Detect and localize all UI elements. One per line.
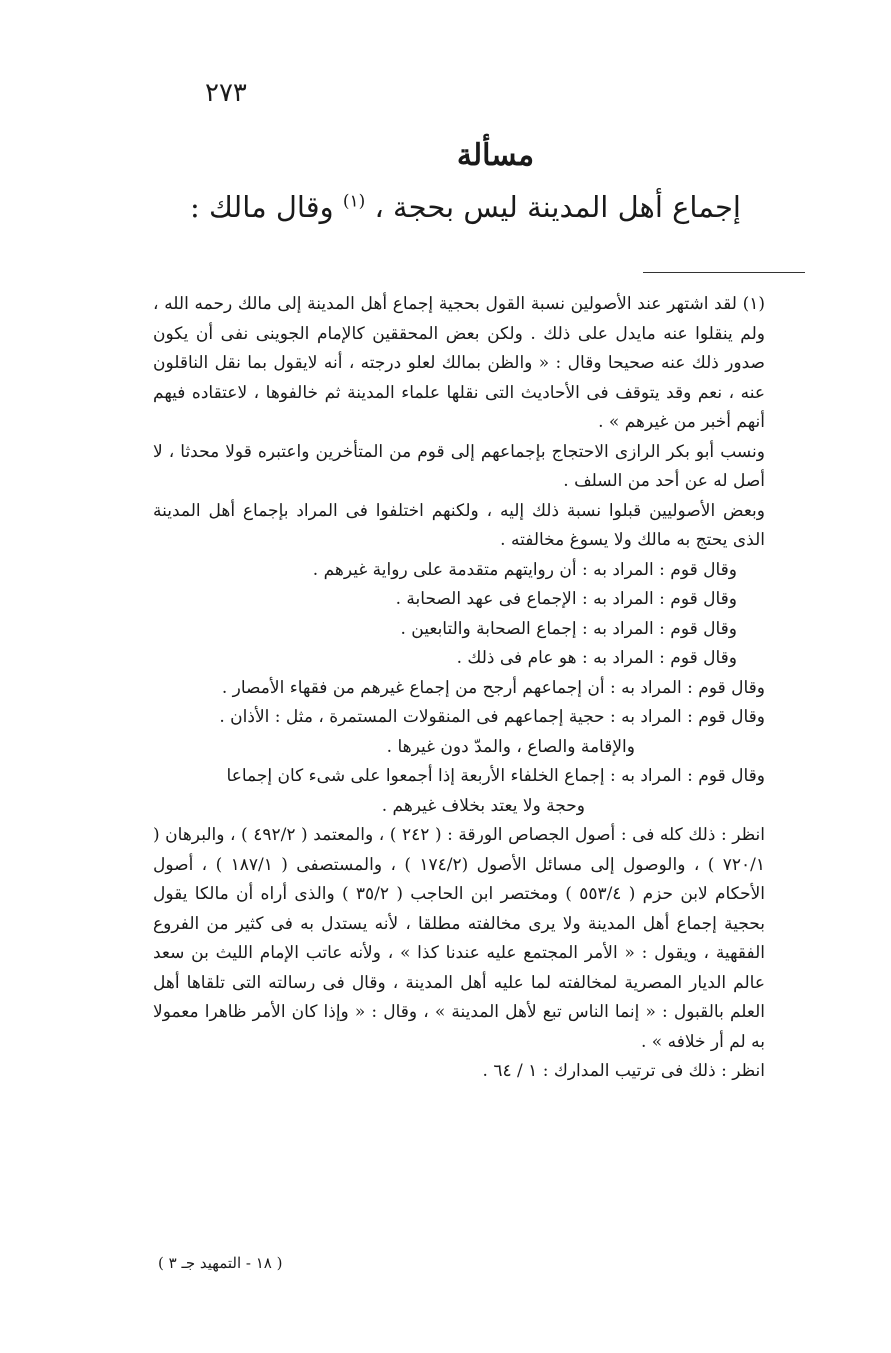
issue-heading — [141, 190, 741, 224]
footnote-paragraph: وبعض الأصوليين قبلوا نسبة ذلك إليه ، ولكنهم اختلفوا فى المراد بإجماع أهل المدينة الذى يحتج به مالك ولا يسوغ مخالفته . — [153, 500, 765, 550]
opinion-line-continued: وحجة ولا يعتد بخلاف غيرهم . — [381, 795, 585, 816]
page-title: مسألة — [456, 138, 535, 173]
footnote-separator — [643, 272, 805, 273]
references-last-line: انظر : ذلك فى ترتيب المدارك : ١ / ٦٤ . — [482, 1061, 765, 1081]
opinion-line: وقال قوم : المراد به : الإجماع فى عهد الصحابة . — [395, 589, 737, 609]
opinion-line: وقال قوم : المراد به : هو عام فى ذلك . — [456, 648, 737, 668]
issue-heading-text: إجماع أهل المدينة ليس بحجة ، — [365, 190, 741, 224]
page-footer: ( ١٨ - التمهيد جـ ٣ ) — [158, 1254, 283, 1272]
opinion-line-continued: والإقامة والصاع ، والمدّ دون غيرها . — [386, 736, 635, 757]
footnote-paragraph: (١) لقد اشتهر عند الأصولين نسبة القول بحجية إجماع أهل المدينة إلى مالك رحمه الله ، ولم ينقلوا عنه مايدل على ذلك . ولكن بعض المحققين كالإمام الجوينى نفى أن يكون صدور ذلك عنه صحيحا وقال : « والظن بمالك لعلو درجته ، أنه لايقول بما نقل الناقلون عنه ، نعم وقد يتوقف فى الأحاديث التى نقلها علماء المدينة ثم خالفوها ، لاعتقاده فيهم أنهم أخبر من غيرهم » . — [153, 294, 765, 432]
opinion-line: وقال قوم : المراد به : أن إجماعهم أرجح من إجماع غيرهم من فقهاء الأمصار . — [221, 677, 765, 698]
references-paragraph: انظر : ذلك كله فى : أصول الجصاص الورقة : ( ٢٤٢ ) ، والمعتمد ( ٤٩٢/٢ ) ، والبرهان ( ٧٢٠/١ ) ، والوصول إلى مسائل الأصول (١٧٤/٢ ) ، والمستصفى ( ١٨٧/١ ) ، أصول الأحكام لابن حزم ( ٥٥٣/٤ ) ومختصر ابن الحاجب ( ٣٥/٢ ) والذى أراه أن مالكا يقول بحجية إجماع أهل المدينة ولا يرى مخالفته مطلقا ، لأنه يستدل به فى كثير من الفروع الفقهية ، ويقول : « الأمر المجتمع عليه عندنا كذا » ، ولأنه عاتب الإمام الليث بن سعد عالم الديار المصرية لمخالفته لما عليه أهل المدينة ، وقال فى رسالته التى تلقاها أهل العلم بالقبول : « إنما الناس تبع لأهل المدينة » ، وقال : « وإذا كان الأمر ظاهرا معمولا به لم أر خلافه » . — [153, 825, 765, 1052]
footnote-paragraph: ونسب أبو بكر الرازى الاحتجاج بإجماعهم إلى قوم من المتأخرين واعتبره قولا محدثا ، لا أصل له عن أحد من السلف . — [153, 441, 765, 491]
opinion-line: وقال قوم : المراد به : أن روايتهم متقدمة على رواية غيرهم . — [312, 559, 737, 580]
opinion-line: وقال قوم : المراد به : إجماع الصحابة والتابعين . — [400, 618, 737, 639]
opinion-line: وقال قوم : المراد به : إجماع الخلفاء الأربعة إذا أجمعوا على شىء كان إجماعا — [226, 766, 765, 786]
footnote-block — [153, 290, 785, 1087]
opinion-line: وقال قوم : المراد به : حجية إجماعهم فى المنقولات المستمرة ، مثل : الأذان . — [219, 707, 765, 727]
page-number: ٢٧٣ — [205, 78, 247, 108]
footnote-reference: (١) — [342, 191, 366, 212]
issue-heading-end: وقال مالك : — [189, 190, 343, 224]
